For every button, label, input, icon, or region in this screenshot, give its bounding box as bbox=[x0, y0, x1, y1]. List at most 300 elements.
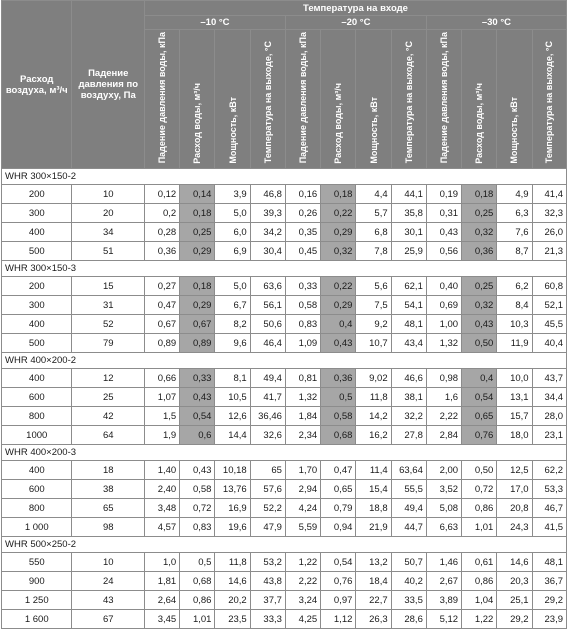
table-cell: 1,12 bbox=[321, 610, 356, 629]
table-cell: 300 bbox=[2, 296, 72, 315]
table-cell: 11,9 bbox=[497, 334, 532, 353]
table-cell: 1,81 bbox=[144, 572, 179, 591]
table-cell: 0,67 bbox=[180, 315, 215, 334]
table-cell: 40,4 bbox=[532, 334, 566, 353]
table-cell: 0,47 bbox=[144, 296, 179, 315]
table-cell: 1,46 bbox=[426, 553, 461, 572]
table-cell: 1,40 bbox=[144, 461, 179, 480]
table-cell: 0,19 bbox=[426, 185, 461, 204]
table-cell: 1,32 bbox=[285, 388, 320, 407]
table-cell: 0,89 bbox=[180, 334, 215, 353]
table-cell: 32,6 bbox=[250, 426, 285, 445]
table-cell: 8,7 bbox=[497, 242, 532, 261]
table-cell: 0,32 bbox=[321, 242, 356, 261]
section-row bbox=[2, 169, 567, 185]
table-cell: 0,40 bbox=[426, 277, 461, 296]
table-cell: 1 250 bbox=[2, 591, 72, 610]
table-cell: 8,1 bbox=[215, 369, 250, 388]
table-cell: 6,9 bbox=[215, 242, 250, 261]
table-cell: 0,43 bbox=[180, 461, 215, 480]
table-cell: 0,50 bbox=[462, 461, 497, 480]
table-cell: 0,18 bbox=[180, 204, 215, 223]
table-cell: 0,25 bbox=[180, 223, 215, 242]
table-cell: 50,6 bbox=[250, 315, 285, 334]
temp-in-header: Температура на входе bbox=[144, 1, 566, 16]
table-cell: 45,5 bbox=[532, 315, 566, 334]
table-cell: 4,24 bbox=[285, 499, 320, 518]
sub-water-drop-header: Падение давления воды, кПа bbox=[426, 30, 461, 169]
section-title: WHR 300×150-3 bbox=[2, 261, 567, 277]
table-cell: 2,34 bbox=[285, 426, 320, 445]
table-cell: 46,6 bbox=[391, 369, 426, 388]
table-cell: 28,6 bbox=[391, 610, 426, 629]
table-cell: 23,1 bbox=[532, 426, 566, 445]
table-cell: 0,76 bbox=[321, 572, 356, 591]
table-cell: 0,50 bbox=[462, 334, 497, 353]
table-cell: 49,4 bbox=[391, 499, 426, 518]
table-cell: 17,0 bbox=[497, 480, 532, 499]
table-row bbox=[2, 426, 567, 445]
table-cell: 10,7 bbox=[356, 334, 391, 353]
table-cell: 9,2 bbox=[356, 315, 391, 334]
table-row bbox=[2, 204, 567, 223]
table-cell: 44,7 bbox=[391, 518, 426, 537]
table-cell: 27,8 bbox=[391, 426, 426, 445]
table-cell: 3,52 bbox=[426, 480, 461, 499]
table-cell: 6,7 bbox=[215, 296, 250, 315]
table-cell: 21,3 bbox=[532, 242, 566, 261]
table-cell: 34,4 bbox=[532, 388, 566, 407]
table-cell: 33,5 bbox=[391, 591, 426, 610]
table-row bbox=[2, 553, 567, 572]
table-cell: 2,67 bbox=[426, 572, 461, 591]
table-cell: 32,2 bbox=[391, 407, 426, 426]
table-cell: 0,28 bbox=[144, 223, 179, 242]
table-header bbox=[2, 1, 567, 169]
table-row bbox=[2, 572, 567, 591]
table-cell: 41,7 bbox=[250, 388, 285, 407]
table-cell: 0,81 bbox=[285, 369, 320, 388]
table-cell: 15,4 bbox=[356, 480, 391, 499]
table-cell: 5,7 bbox=[356, 204, 391, 223]
table-cell: 23,9 bbox=[532, 610, 566, 629]
table-cell: 0,86 bbox=[180, 591, 215, 610]
table-cell: 63,64 bbox=[391, 461, 426, 480]
table-cell: 52,1 bbox=[532, 296, 566, 315]
air-drop-header: Падение давления по воздуху, Па bbox=[72, 1, 145, 169]
table-cell: 0,98 bbox=[426, 369, 461, 388]
table-cell: 0,36 bbox=[321, 369, 356, 388]
table-row bbox=[2, 296, 567, 315]
table-cell: 0,14 bbox=[180, 185, 215, 204]
table-cell: 20,3 bbox=[497, 572, 532, 591]
table-cell: 11,4 bbox=[356, 461, 391, 480]
table-cell: 62,1 bbox=[391, 277, 426, 296]
table-cell: 20,8 bbox=[497, 499, 532, 518]
table-cell: 0,6 bbox=[180, 426, 215, 445]
table-cell: 1,32 bbox=[426, 334, 461, 353]
table-cell: 400 bbox=[2, 223, 72, 242]
table-cell: 20 bbox=[72, 204, 145, 223]
table-cell: 0,72 bbox=[462, 480, 497, 499]
table-cell: 5,6 bbox=[356, 277, 391, 296]
table-cell: 32,3 bbox=[532, 204, 566, 223]
table-cell: 0,22 bbox=[321, 204, 356, 223]
table-cell: 2,64 bbox=[144, 591, 179, 610]
table-cell: 22,7 bbox=[356, 591, 391, 610]
table-cell: 24,3 bbox=[497, 518, 532, 537]
table-cell: 0,32 bbox=[462, 223, 497, 242]
table-cell: 30,1 bbox=[391, 223, 426, 242]
table-cell: 0,2 bbox=[144, 204, 179, 223]
table-cell: 42 bbox=[72, 407, 145, 426]
table-cell: 24 bbox=[72, 572, 145, 591]
table-cell: 12,5 bbox=[497, 461, 532, 480]
section-title: WHR 400×200-3 bbox=[2, 445, 567, 461]
table-cell: 13,2 bbox=[356, 553, 391, 572]
table-cell: 46,4 bbox=[250, 334, 285, 353]
table-cell: 14,2 bbox=[356, 407, 391, 426]
table-cell: 10,5 bbox=[215, 388, 250, 407]
group-minus10-header: –10 °С bbox=[144, 16, 285, 30]
table-cell: 1 000 bbox=[2, 518, 72, 537]
table-cell: 2,00 bbox=[426, 461, 461, 480]
table-cell: 0,29 bbox=[180, 242, 215, 261]
table-cell: 18,4 bbox=[356, 572, 391, 591]
table-cell: 3,24 bbox=[285, 591, 320, 610]
table-cell: 14,6 bbox=[215, 572, 250, 591]
table-cell: 0,43 bbox=[426, 223, 461, 242]
table-cell: 37,7 bbox=[250, 591, 285, 610]
table-cell: 0,45 bbox=[285, 242, 320, 261]
table-cell: 3,89 bbox=[426, 591, 461, 610]
table-cell: 47,9 bbox=[250, 518, 285, 537]
table-cell: 4,9 bbox=[497, 185, 532, 204]
table-cell: 0,94 bbox=[321, 518, 356, 537]
table-cell: 11,8 bbox=[356, 388, 391, 407]
airflow-header: Расход воздуха, м³/ч bbox=[2, 1, 72, 169]
table-cell: 5,59 bbox=[285, 518, 320, 537]
table-cell: 63,6 bbox=[250, 277, 285, 296]
table-cell: 28,0 bbox=[532, 407, 566, 426]
table-cell: 0,76 bbox=[462, 426, 497, 445]
table-cell: 1,22 bbox=[462, 610, 497, 629]
table-cell: 0,54 bbox=[321, 553, 356, 572]
table-cell: 0,68 bbox=[180, 572, 215, 591]
table-cell: 2,40 bbox=[144, 480, 179, 499]
table-row bbox=[2, 591, 567, 610]
table-cell: 48,1 bbox=[532, 553, 566, 572]
table-cell: 33,3 bbox=[250, 610, 285, 629]
table-cell: 0,86 bbox=[462, 572, 497, 591]
table-cell: 3,48 bbox=[144, 499, 179, 518]
sub-water-flow-header: Расход воды, м³/ч bbox=[321, 30, 356, 169]
table-cell: 19,6 bbox=[215, 518, 250, 537]
table-cell: 65 bbox=[72, 499, 145, 518]
table-cell: 1,01 bbox=[180, 610, 215, 629]
table-cell: 46,7 bbox=[532, 499, 566, 518]
table-cell: 0,54 bbox=[180, 407, 215, 426]
table-cell: 8,4 bbox=[497, 296, 532, 315]
table-cell: 500 bbox=[2, 334, 72, 353]
table-cell: 14,4 bbox=[215, 426, 250, 445]
table-cell: 0,33 bbox=[180, 369, 215, 388]
table-cell: 0,83 bbox=[285, 315, 320, 334]
section-row bbox=[2, 537, 567, 553]
table-cell: 34,2 bbox=[250, 223, 285, 242]
group-minus30-header: –30 °С bbox=[426, 16, 566, 30]
table-cell: 0,29 bbox=[180, 296, 215, 315]
table-cell: 500 bbox=[2, 242, 72, 261]
table-cell: 1,5 bbox=[144, 407, 179, 426]
sub-temp-out-header: Температура на выходе, °С bbox=[391, 30, 426, 169]
table-cell: 400 bbox=[2, 461, 72, 480]
table-cell: 64 bbox=[72, 426, 145, 445]
table-cell: 6,3 bbox=[497, 204, 532, 223]
table-cell: 38 bbox=[72, 480, 145, 499]
table-cell: 25,9 bbox=[391, 242, 426, 261]
table-cell: 2,22 bbox=[285, 572, 320, 591]
table-cell: 0,36 bbox=[144, 242, 179, 261]
table-cell: 0,18 bbox=[180, 277, 215, 296]
table-cell: 30,4 bbox=[250, 242, 285, 261]
table-cell: 8,2 bbox=[215, 315, 250, 334]
table-cell: 0,25 bbox=[462, 204, 497, 223]
table-cell: 1,84 bbox=[285, 407, 320, 426]
table-cell: 0,58 bbox=[180, 480, 215, 499]
table-cell: 52 bbox=[72, 315, 145, 334]
table-cell: 26,3 bbox=[356, 610, 391, 629]
table-cell: 1,6 bbox=[426, 388, 461, 407]
table-cell: 0,43 bbox=[321, 334, 356, 353]
table-cell: 1,70 bbox=[285, 461, 320, 480]
table-cell: 0,26 bbox=[285, 204, 320, 223]
table-cell: 600 bbox=[2, 388, 72, 407]
sub-water-flow-header: Расход воды, м³/ч bbox=[462, 30, 497, 169]
table-cell: 10,0 bbox=[497, 369, 532, 388]
table-cell: 6,0 bbox=[215, 223, 250, 242]
table-row bbox=[2, 518, 567, 537]
table-cell: 200 bbox=[2, 185, 72, 204]
table-cell: 1 600 bbox=[2, 610, 72, 629]
table-cell: 20,2 bbox=[215, 591, 250, 610]
table-cell: 1,22 bbox=[285, 553, 320, 572]
table-body bbox=[2, 169, 567, 629]
table-cell: 53,3 bbox=[532, 480, 566, 499]
table-cell: 10 bbox=[72, 553, 145, 572]
section-title: WHR 300×150-2 bbox=[2, 169, 567, 185]
table-cell: 6,2 bbox=[497, 277, 532, 296]
table-cell: 550 bbox=[2, 553, 72, 572]
table-row bbox=[2, 461, 567, 480]
table-cell: 53,2 bbox=[250, 553, 285, 572]
sub-temp-out-header: Температура на выходе, °С bbox=[532, 30, 566, 169]
table-cell: 43,7 bbox=[532, 369, 566, 388]
table-cell: 0,29 bbox=[321, 223, 356, 242]
table-cell: 43 bbox=[72, 591, 145, 610]
table-cell: 25,1 bbox=[497, 591, 532, 610]
table-cell: 0,66 bbox=[144, 369, 179, 388]
table-cell: 16,2 bbox=[356, 426, 391, 445]
table-cell: 3,45 bbox=[144, 610, 179, 629]
table-cell: 0,65 bbox=[462, 407, 497, 426]
table-cell: 34 bbox=[72, 223, 145, 242]
table-cell: 1000 bbox=[2, 426, 72, 445]
sub-water-drop-header: Падение давления воды, кПа bbox=[285, 30, 320, 169]
table-cell: 0,61 bbox=[462, 553, 497, 572]
table-cell: 800 bbox=[2, 499, 72, 518]
table-cell: 0,4 bbox=[462, 369, 497, 388]
section-title: WHR 400×200-2 bbox=[2, 353, 567, 369]
table-cell: 200 bbox=[2, 277, 72, 296]
table-cell: 400 bbox=[2, 315, 72, 334]
table-cell: 62,2 bbox=[532, 461, 566, 480]
table-cell: 50,7 bbox=[391, 553, 426, 572]
table-cell: 10,3 bbox=[497, 315, 532, 334]
table-row bbox=[2, 223, 567, 242]
table-cell: 0,18 bbox=[321, 185, 356, 204]
table-cell: 12 bbox=[72, 369, 145, 388]
table-cell: 41,4 bbox=[532, 185, 566, 204]
table-cell: 26,0 bbox=[532, 223, 566, 242]
table-cell: 0,32 bbox=[462, 296, 497, 315]
table-cell: 6,8 bbox=[356, 223, 391, 242]
table-cell: 98 bbox=[72, 518, 145, 537]
table-cell: 29,2 bbox=[497, 610, 532, 629]
table-cell: 10,18 bbox=[215, 461, 250, 480]
table-cell: 14,6 bbox=[497, 553, 532, 572]
table-cell: 15 bbox=[72, 277, 145, 296]
table-cell: 0,43 bbox=[180, 388, 215, 407]
table-cell: 51 bbox=[72, 242, 145, 261]
table-cell: 0,65 bbox=[321, 480, 356, 499]
table-cell: 0,97 bbox=[321, 591, 356, 610]
table-cell: 800 bbox=[2, 407, 72, 426]
table-cell: 25 bbox=[72, 388, 145, 407]
table-cell: 7,8 bbox=[356, 242, 391, 261]
table-cell: 43,8 bbox=[250, 572, 285, 591]
table-cell: 2,94 bbox=[285, 480, 320, 499]
table-cell: 0,25 bbox=[462, 277, 497, 296]
table-cell: 49,4 bbox=[250, 369, 285, 388]
table-row bbox=[2, 388, 567, 407]
table-cell: 300 bbox=[2, 204, 72, 223]
table-cell: 3,9 bbox=[215, 185, 250, 204]
table-cell: 5,0 bbox=[215, 204, 250, 223]
table-cell: 12,6 bbox=[215, 407, 250, 426]
table-cell: 65 bbox=[250, 461, 285, 480]
table-row bbox=[2, 277, 567, 296]
table-cell: 13,76 bbox=[215, 480, 250, 499]
table-cell: 54,1 bbox=[391, 296, 426, 315]
table-cell: 23,5 bbox=[215, 610, 250, 629]
table-cell: 0,5 bbox=[321, 388, 356, 407]
table-cell: 1,0 bbox=[144, 553, 179, 572]
table-cell: 4,25 bbox=[285, 610, 320, 629]
table-row bbox=[2, 185, 567, 204]
table-cell: 400 bbox=[2, 369, 72, 388]
table-cell: 56,1 bbox=[250, 296, 285, 315]
table-cell: 11,8 bbox=[215, 553, 250, 572]
table-row bbox=[2, 334, 567, 353]
section-row bbox=[2, 353, 567, 369]
table-cell: 36,7 bbox=[532, 572, 566, 591]
table-cell: 39,3 bbox=[250, 204, 285, 223]
table-cell: 5,08 bbox=[426, 499, 461, 518]
table-cell: 0,5 bbox=[180, 553, 215, 572]
table-cell: 1,9 bbox=[144, 426, 179, 445]
group-minus20-header: –20 °С bbox=[285, 16, 426, 30]
table-cell: 7,5 bbox=[356, 296, 391, 315]
table-cell: 0,68 bbox=[321, 426, 356, 445]
table-row bbox=[2, 610, 567, 629]
table-cell: 4,57 bbox=[144, 518, 179, 537]
table-row bbox=[2, 480, 567, 499]
table-cell: 52,2 bbox=[250, 499, 285, 518]
table-cell: 2,22 bbox=[426, 407, 461, 426]
table-cell: 0,47 bbox=[321, 461, 356, 480]
heater-spec-table bbox=[1, 0, 567, 629]
table-cell: 15,7 bbox=[497, 407, 532, 426]
table-cell: 5,12 bbox=[426, 610, 461, 629]
section-title: WHR 500×250-2 bbox=[2, 537, 567, 553]
sub-power-header: Мощность, кВт bbox=[497, 30, 532, 169]
sub-water-drop-header: Падение давления воды, кПа bbox=[144, 30, 179, 169]
table-row bbox=[2, 499, 567, 518]
table-cell: 0,56 bbox=[426, 242, 461, 261]
table-row bbox=[2, 369, 567, 388]
table-cell: 0,18 bbox=[462, 185, 497, 204]
table-cell: 0,83 bbox=[180, 518, 215, 537]
table-cell: 67 bbox=[72, 610, 145, 629]
table-cell: 36,46 bbox=[250, 407, 285, 426]
table-cell: 0,33 bbox=[285, 277, 320, 296]
table-cell: 0,36 bbox=[462, 242, 497, 261]
table-cell: 5,0 bbox=[215, 277, 250, 296]
table-cell: 44,1 bbox=[391, 185, 426, 204]
table-cell: 0,12 bbox=[144, 185, 179, 204]
table-cell: 9,02 bbox=[356, 369, 391, 388]
table-cell: 16,9 bbox=[215, 499, 250, 518]
table-cell: 48,1 bbox=[391, 315, 426, 334]
table-cell: 1,07 bbox=[144, 388, 179, 407]
table-cell: 0,35 bbox=[285, 223, 320, 242]
table-cell: 0,22 bbox=[321, 277, 356, 296]
table-cell: 0,69 bbox=[426, 296, 461, 315]
table-cell: 21,9 bbox=[356, 518, 391, 537]
table-cell: 0,72 bbox=[180, 499, 215, 518]
table-cell: 0,43 bbox=[462, 315, 497, 334]
table-cell: 18,8 bbox=[356, 499, 391, 518]
sub-power-header: Мощность, кВт bbox=[215, 30, 250, 169]
table-row bbox=[2, 315, 567, 334]
table-cell: 18 bbox=[72, 461, 145, 480]
table-cell: 9,6 bbox=[215, 334, 250, 353]
table-cell: 35,8 bbox=[391, 204, 426, 223]
table-cell: 79 bbox=[72, 334, 145, 353]
table-cell: 6,63 bbox=[426, 518, 461, 537]
table-cell: 0,67 bbox=[144, 315, 179, 334]
table-cell: 0,27 bbox=[144, 277, 179, 296]
table-cell: 10 bbox=[72, 185, 145, 204]
table-row bbox=[2, 242, 567, 261]
table-cell: 46,8 bbox=[250, 185, 285, 204]
table-cell: 1,01 bbox=[462, 518, 497, 537]
table-cell: 0,89 bbox=[144, 334, 179, 353]
table-cell: 31 bbox=[72, 296, 145, 315]
table-cell: 0,86 bbox=[462, 499, 497, 518]
table-cell: 0,4 bbox=[321, 315, 356, 334]
